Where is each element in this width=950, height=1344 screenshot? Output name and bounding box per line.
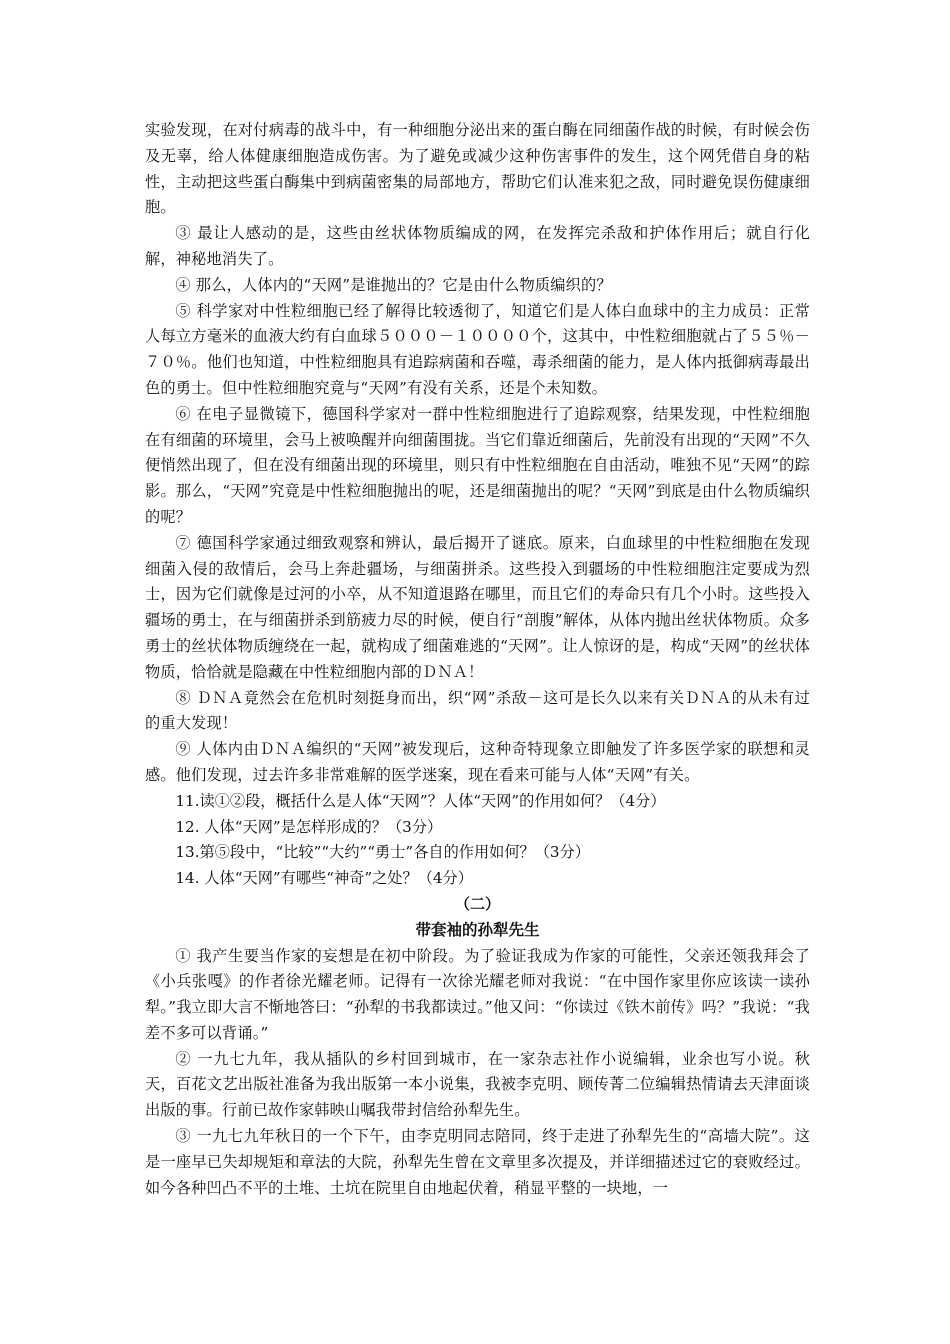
article2-paragraph-3: ③ 一九七九年秋日的一个下午，由李克明同志陪同，终于走进了孙犁先生的“高墙大院”。这是一座早已失却规矩和章法的大院，孙犁先生曾在文章里多次提及，并详细描述过它的衰败经过。如今各种凹凸不平的土堆、土坑在院里自由地起伏着，稍显平整的一块地，一 bbox=[145, 1127, 810, 1197]
question-14: 14. 人体“天网”有哪些“神奇”之处？（4分） bbox=[175, 869, 473, 888]
section-number: （二） bbox=[454, 894, 500, 913]
article2-paragraph-2: ② 一九七九年，我从插队的乡村回到城市，在一家杂志社作小说编辑，业余也写小说。秋天，百花文艺出版社准备为我出版第一本小说集，我被李克明、顾传菁二位编辑热情请去天津面谈出版的事。行前已故作家韩映山嘱我带封信给孙犁先生。 bbox=[145, 1049, 810, 1120]
article1-paragraph-7: ⑦ 德国科学家通过细致观察和辨认，最后揭开了谜底。原来，白血球里的中性粒细胞在发现细菌入侵的敌情后，会马上奔赴疆场，与细菌拼杀。这些投入到疆场的中性粒细胞注定要成为烈士，因为它们就像是过河的小卒，从不知道退路在哪里，而且它们的寿命只有几个小时。这些投入疆场的勇士，在与细菌拼杀到筋疲力尽的时候，便自行“剖腹”解体，从体内抛出丝状体物质。众多勇士的丝状体物质缠绕在一起，就构成了细菌难逃的“天网”。让人惊讶的是，构成“天网”的丝状体物质，恰恰就是隐藏在中性粒细胞内部的ＤＮＡ！ bbox=[145, 533, 810, 681]
article1-paragraph-3: ③ 最让人感动的是，这些由丝状体物质编成的网，在发挥完杀敌和护体作用后；就自行化解，神秘地消失了。 bbox=[145, 224, 810, 268]
article2-paragraph-1: ① 我产生要当作家的妄想是在初中阶段。为了验证我成为作家的可能性，父亲还领我拜会了《小兵张嘎》的作者徐光耀老师。记得有一次徐光耀老师对我说：“在中国作家里你应该读一读孙犁。”我立即大言不惭地答曰：“孙犁的书我都读过。”他又问：“你读过《铁木前传》吗？”我说：“我差不多可以背诵。” bbox=[145, 946, 810, 1042]
question-11: 11.读①②段，概括什么是人体“天网”？人体“天网”的作用如何？（4分） bbox=[175, 791, 666, 810]
article1-paragraph-9: ⑨ 人体内由ＤＮＡ编织的“天网”被发现后，这种奇特现象立即触发了许多医学家的联想和灵感。他们发现，过去许多非常难解的医学迷案，现在看来可能与人体“天网”有关。 bbox=[145, 740, 810, 784]
page-content bbox=[145, 118, 810, 1201]
article1-paragraph-5: ⑤ 科学家对中性粒细胞已经了解得比较透彻了，知道它们是人体白血球中的主力成员：正常人每立方毫米的血液大约有白血球５０００－１００００个，这其中，中性粒细胞就占了５５％－７０％。他们也知道，中性粒细胞具有追踪病菌和吞噬，毒杀细菌的能力，是人体内抵御病毒最出色的勇士。但中性粒细胞究竟与“天网”有没有关系，还是个未知数。 bbox=[145, 301, 810, 397]
article1-paragraph-continued: 实验发现，在对付病毒的战斗中，有一种细胞分泌出来的蛋白酶在同细菌作战的时候，有时候会伤及无辜，给人体健康细胞造成伤害。为了避免或减少这种伤害事件的发生，这个网凭借自身的粘性，主动把这些蛋白酶集中到病菌密集的局部地方，帮助它们认准来犯之敌，同时避免误伤健康细胞。 bbox=[145, 121, 810, 217]
article1-paragraph-8: ⑧ ＤＮＡ竟然会在危机时刻挺身而出，织“网”杀敌－这可是长久以来有关ＤＮＡ的从未有过的重大发现！ bbox=[145, 688, 810, 733]
question-13: 13.第⑤段中，“比较”“大约”“勇士”各自的作用如何？（3分） bbox=[175, 843, 590, 862]
article1-paragraph-6: ⑥ 在电子显微镜下，德国科学家对一群中性粒细胞进行了追踪观察，结果发现，中性粒细胞在有细菌的环境里，会马上被唤醒并向细菌围拢。当它们靠近细菌后，先前没有出现的“天网”不久便悄然出现了，但在没有细菌出现的环境里，则只有中性粒细胞在自由活动，唯独不见“天网”的踪影。那么，“天网”究竟是中性粒细胞抛出的呢，还是细菌抛出的呢？“天网”到底是由什么物质编织的呢？ bbox=[145, 404, 810, 526]
question-12: 12. 人体“天网”是怎样形成的？（3分） bbox=[175, 817, 443, 836]
article1-paragraph-4: ④ 那么，人体内的“天网”是谁抛出的？它是由什么物质编织的？ bbox=[175, 275, 612, 294]
article-title: 带套袖的孙犁先生 bbox=[415, 920, 540, 939]
